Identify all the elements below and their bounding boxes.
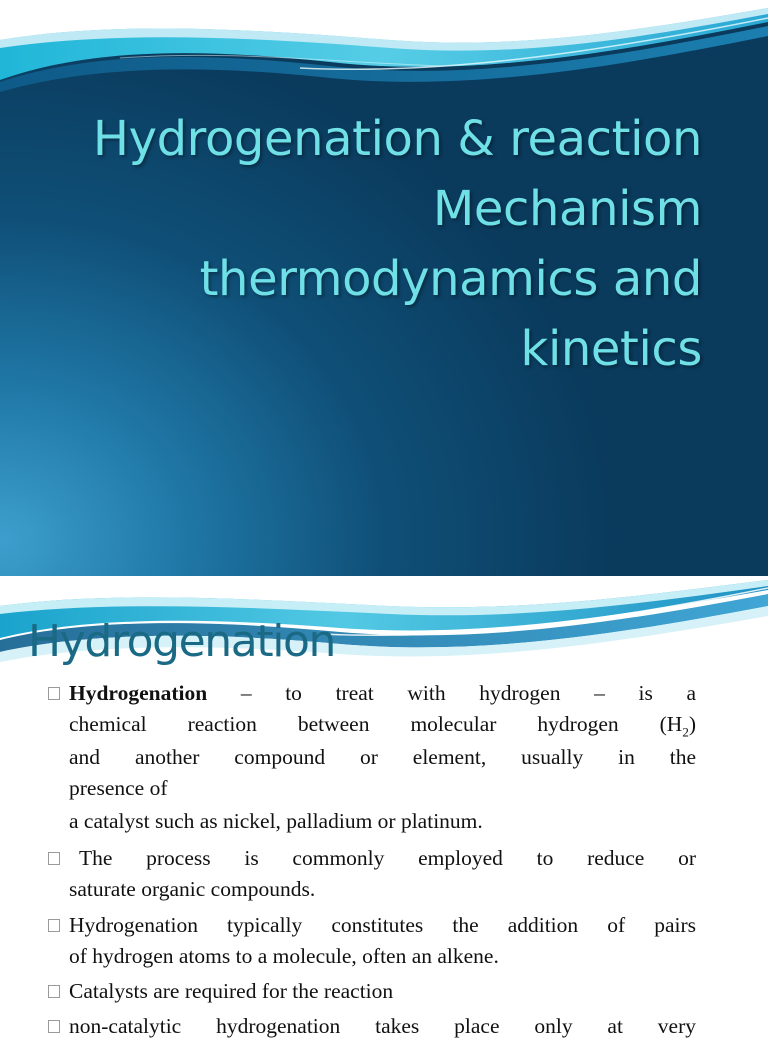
- bullet-box-icon: [48, 852, 60, 865]
- slide-title: [22, 104, 702, 384]
- bullet-line: and another compound or element, usually in the: [69, 745, 696, 769]
- bullet-line: non-catalytic hydrogenation takes place only at very: [69, 1014, 696, 1038]
- list-item: [46, 843, 696, 905]
- bullet-line: a catalyst such as nickel, palladium or platinum.: [69, 809, 483, 833]
- list-item: [46, 976, 696, 1007]
- bullet-text: ): [688, 712, 696, 736]
- bullet-list: [46, 678, 696, 1042]
- title-line: kinetics: [520, 321, 702, 377]
- bullet-line: of hydrogen atoms to a molecule, often an alkene.: [69, 944, 499, 968]
- list-item: [46, 910, 696, 972]
- bullet-line: saturate organic compounds.: [69, 877, 316, 901]
- bullet-text: – to treat with hydrogen – is a: [207, 681, 696, 705]
- title-line: Hydrogenation & reaction: [92, 111, 702, 167]
- title-line: thermodynamics and: [199, 251, 702, 307]
- bullet-box-icon: [48, 1020, 60, 1033]
- slide-heading: Hydrogenation: [28, 616, 336, 667]
- bold-term: Hydrogenation: [69, 681, 208, 705]
- bullet-line: The process is commonly employed to reduce or: [79, 846, 696, 870]
- bullet-box-icon: [48, 985, 60, 998]
- title-line: Mechanism: [432, 181, 702, 237]
- subscript: 2: [682, 724, 689, 740]
- bullet-line: Hydrogenation typically constitutes the addition of pairs: [69, 913, 696, 937]
- bullet-box-icon: [48, 687, 60, 700]
- content-slide: [0, 576, 768, 1038]
- bullet-line: [69, 709, 696, 740]
- bullet-box-icon: [48, 919, 60, 932]
- bullet-text: chemical reaction between molecular hydrogen (H: [69, 712, 683, 736]
- bullet-line: Catalysts are required for the reaction: [69, 979, 394, 1003]
- list-item: [46, 678, 696, 837]
- bullet-line: [69, 678, 696, 709]
- bullet-line: presence of: [69, 776, 168, 800]
- list-item: [46, 1011, 696, 1042]
- top-wave-decoration: [0, 0, 768, 110]
